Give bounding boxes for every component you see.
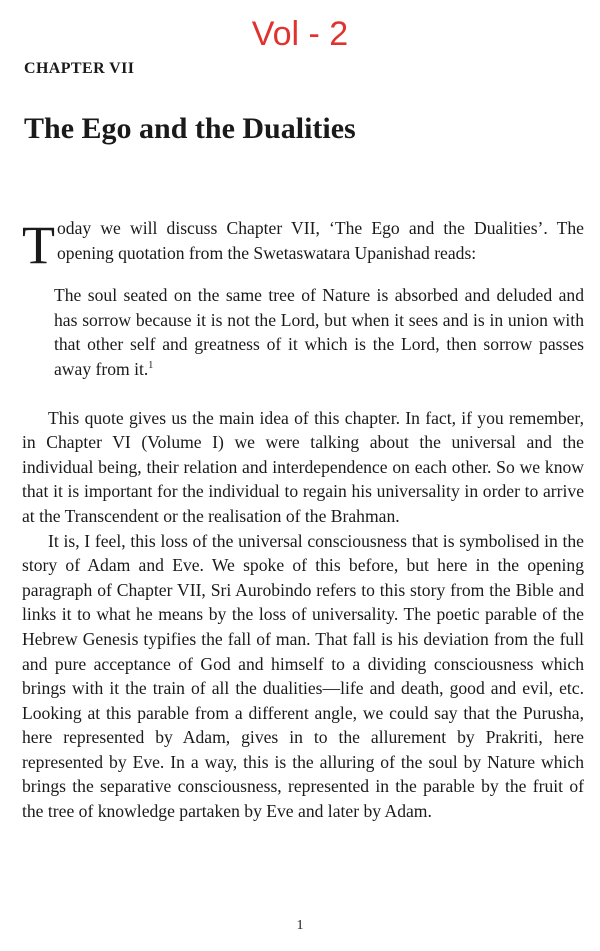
- quote-text: The soul seated on the same tree of Nature is absorbed and deluded and has sorrow because it is not the Lord, but when it sees and is in union with that other self and greatness of it which is the Lord, then sorrow passes away from it.: [54, 285, 584, 379]
- chapter-title: The Ego and the Dualities: [24, 112, 356, 145]
- volume-label: Vol - 2: [251, 15, 349, 53]
- page-number: 1: [296, 918, 304, 933]
- chapter-number: CHAPTER VII: [24, 60, 135, 77]
- opening-paragraph: [22, 215, 584, 275]
- body-paragraph: It is, I feel, this loss of the universal consciousness that is symbolised in the story of Adam and Eve. We spoke of this before, but here in the opening paragraph of Chapter VII, Sri Aurobindo refers to this story from the Bible and links it to what he means by the loss of universality. The poetic parable of the Hebrew Genesis typifies the fall of man. That fall is his deviation from the full and pure acceptance of God and himself to a dividing consciousness which brings with it the train of all the dualities—life and death, good and evil, etc. Looking at this parable from a different angle, we could say that the Purusha, here represented by Adam, gives in to the allurement by Prakriti, here represented by Eve. In a way, this is the alluring of the soul by Nature which brings the separative consciousness, represented in the parable by the fruit of the tree of knowledge partaken by Eve and later by Adam.: [22, 530, 584, 822]
- block-quote: [54, 283, 584, 381]
- body-paragraph: This quote gives us the main idea of this chapter. In fact, if you remember, in Chapter VI (Volume I) we were talking about the universal and the individual being, their relation and interdependence on each other. So we know that it is important for the individual to regain his universality in order to arrive at the Transcendent or the realisation of the Brahman.: [22, 407, 584, 526]
- drop-cap: T: [22, 215, 55, 275]
- opening-text: oday we will discuss Chapter VII, ‘The Ego and the Dualities’. The opening quotation from the Swetaswatara Upanishad reads:: [57, 218, 584, 263]
- chapter-body: [22, 216, 584, 824]
- footnote-marker: 1: [148, 360, 154, 372]
